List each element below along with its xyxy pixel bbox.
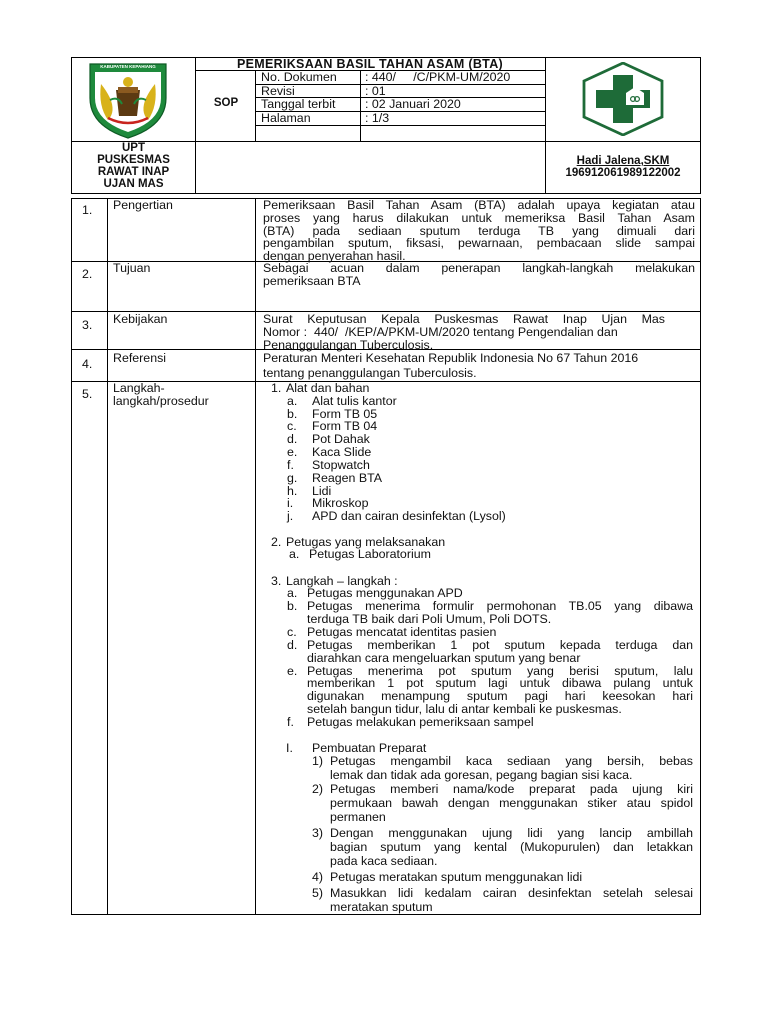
row-number: 5. <box>82 387 93 401</box>
row-text-line: (BTA) pada sediaan sputum terduga TB yang dimuali dari <box>263 224 695 238</box>
page-value: : 1/3 <box>365 111 390 125</box>
step-text: permukaan bawah dengan menggunakan stiker atau spidol <box>330 796 693 810</box>
row-number: 3. <box>82 318 93 332</box>
puskesmas-cross-icon <box>582 62 664 136</box>
list-item: Form TB 05 <box>312 407 378 421</box>
list-marker: c. <box>287 625 297 639</box>
list-marker: f. <box>287 715 294 729</box>
step-marker: 5) <box>312 886 324 900</box>
step-text: meratakan sputum <box>330 900 433 914</box>
list-item: APD dan cairan desinfektan (Lysol) <box>312 509 506 523</box>
section-number: 3. <box>271 574 282 588</box>
step-text: pada kaca sediaan. <box>330 854 438 868</box>
list-marker: b. <box>287 599 298 613</box>
list-marker: a. <box>287 394 298 408</box>
revision-label: Revisi <box>261 84 295 98</box>
signer-name: Hadi Jalena,SKM <box>576 155 670 167</box>
row-label: Referensi <box>113 351 167 365</box>
subsection-title: Pembuatan Preparat <box>312 741 427 755</box>
list-marker: d. <box>287 432 298 446</box>
org-line-1: UPT <box>122 142 145 154</box>
list-item: Petugas melakukan pemeriksaan sampel <box>307 715 534 729</box>
doc-number-value: : 440/ /C/PKM-UM/2020 <box>365 70 511 84</box>
list-marker: i. <box>287 496 294 510</box>
org-line-3: RAWAT INAP <box>97 166 170 178</box>
list-item: Mikroskop <box>312 496 369 510</box>
step-text: Dengan menggunakan ujung lidi yang lancip ambillah <box>330 826 693 840</box>
step-text: Petugas memberi nama/kode preparat pada ujung kiri <box>330 782 693 796</box>
list-marker: f. <box>287 458 294 472</box>
list-marker: c. <box>287 419 297 433</box>
list-marker: a. <box>289 547 300 561</box>
row-text-line: Peraturan Menteri Kesehatan Republik Indonesia No 67 Tahun 2016 <box>263 351 639 365</box>
list-marker: h. <box>287 484 298 498</box>
row-label: Kebijakan <box>113 312 168 326</box>
row-text-line: tentang penanggulangan Tuberculosis. <box>263 366 477 380</box>
page-label: Halaman <box>261 111 311 125</box>
list-item: Petugas Laboratorium <box>309 547 431 561</box>
row-text-line: Pemeriksaan Basil Tahan Asam (BTA) adalah upaya kegiatan atau <box>263 198 695 212</box>
list-item: Form TB 04 <box>312 419 378 433</box>
list-marker: e. <box>287 445 298 459</box>
row-number: 2. <box>82 267 93 281</box>
section-title: Petugas yang melaksanakan <box>286 535 446 549</box>
doc-number-label: No. Dokumen <box>261 70 337 84</box>
step-text: permanen <box>330 810 386 824</box>
list-marker: a. <box>287 586 298 600</box>
row-text-line: Nomor : 440/ /KEP/A/PKM-UM/2020 tentang Pengendalian dan <box>263 325 618 339</box>
list-item: Stopwatch <box>312 458 370 472</box>
list-marker: j. <box>287 509 294 523</box>
row-label: Tujuan <box>113 261 151 275</box>
list-item: setelah bangun tidur, lalu di antar kembali ke puskesmas. <box>307 702 622 716</box>
list-item: Pot Dahak <box>312 432 370 446</box>
list-item: Kaca Slide <box>312 445 372 459</box>
subsection-marker: I. <box>286 741 293 755</box>
row-text-line: pemeriksaan BTA <box>263 274 361 288</box>
row-text-line: dengan penyerahan hasil. <box>263 249 406 263</box>
list-item: Petugas menerima formulir permohonan TB.05 yang dibawa <box>307 599 693 613</box>
org-line-2: PUSKESMAS <box>97 154 170 166</box>
list-item: Reagen BTA <box>312 471 383 485</box>
row-text-line: proses yang harus dilakukan untuk memeriksa Basil Tahan Asam <box>263 211 695 225</box>
district-emblem-icon <box>86 60 170 140</box>
list-item: Petugas menggunakan APD <box>307 586 463 600</box>
list-item: terduga TB baik dari Poli Umum, Poli DOTS. <box>307 612 552 626</box>
document-title: PEMERIKSAAN BASIL TAHAN ASAM (BTA) <box>237 57 503 71</box>
row-text-line: Penanggulangan Tuberculosis. <box>263 338 434 352</box>
row-text-line: Surat Keputusan Kepala Puskesmas Rawat Inap Ujan Mas <box>263 312 665 326</box>
row-text-line: Sebagai acuan dalam penerapan langkah-langkah melakukan <box>263 261 695 275</box>
section-title: Alat dan bahan <box>286 381 370 395</box>
section-number: 1. <box>271 381 282 395</box>
org-line-4: UJAN MAS <box>103 178 164 190</box>
row-label: langkah/prosedur <box>113 394 209 408</box>
list-marker: e. <box>287 664 298 678</box>
list-item: digunakan menampung sputum pagi hari keesokan hari <box>307 689 693 703</box>
list-marker: g. <box>287 471 298 485</box>
step-marker: 2) <box>312 782 324 796</box>
section-number: 2. <box>271 535 282 549</box>
list-item: memberikan 1 pot sputum lagi untuk dibawa pulang untuk <box>307 676 693 690</box>
row-number: 4. <box>82 357 93 371</box>
list-item: Petugas memberikan 1 pot sputum kepada terduga dan <box>307 638 693 652</box>
step-text: Masukkan lidi kedalam cairan desinfektan setelah selesai <box>330 886 693 900</box>
step-text: Petugas mengambil kaca sediaan yang bersih, bebas <box>330 754 693 768</box>
list-item: Lidi <box>312 484 332 498</box>
issue-date-value: : 02 Januari 2020 <box>365 97 461 111</box>
step-marker: 4) <box>312 870 324 884</box>
revision-value: : 01 <box>365 84 386 98</box>
list-item: Petugas menerima pot sputum yang berisi sputum, lalu <box>307 664 693 678</box>
step-text: Petugas meratakan sputum menggunakan lidi <box>330 870 583 884</box>
list-item: Petugas mencatat identitas pasien <box>307 625 497 639</box>
row-label: Langkah- <box>113 381 165 395</box>
row-text-line: pengambilan sputum, fiksasi, pewarnaan, pembacaan slide sampai <box>263 236 695 250</box>
list-marker: b. <box>287 407 298 421</box>
section-title: Langkah – langkah : <box>286 574 398 588</box>
row-number: 1. <box>82 203 93 217</box>
step-marker: 3) <box>312 826 324 840</box>
row-label: Pengertian <box>113 198 173 212</box>
list-item: diarahkan cara mengeluarkan sputum yang benar <box>307 651 581 665</box>
issue-date-label: Tanggal terbit <box>261 97 336 111</box>
list-item: Alat tulis kantor <box>312 394 397 408</box>
step-text: lemak dan tidak ada goresan, pegang bagian sisi kaca. <box>330 768 633 782</box>
emblem-band-text: KABUPATEN KEPAHIANG <box>100 64 156 69</box>
sop-label: SOP <box>213 97 239 109</box>
step-marker: 1) <box>312 754 324 768</box>
step-text: bagian sputum yang kental (Mukopurulen) dan letakkan <box>330 840 693 854</box>
list-marker: d. <box>287 638 298 652</box>
signer-nip: 196912061989122002 <box>565 167 681 179</box>
